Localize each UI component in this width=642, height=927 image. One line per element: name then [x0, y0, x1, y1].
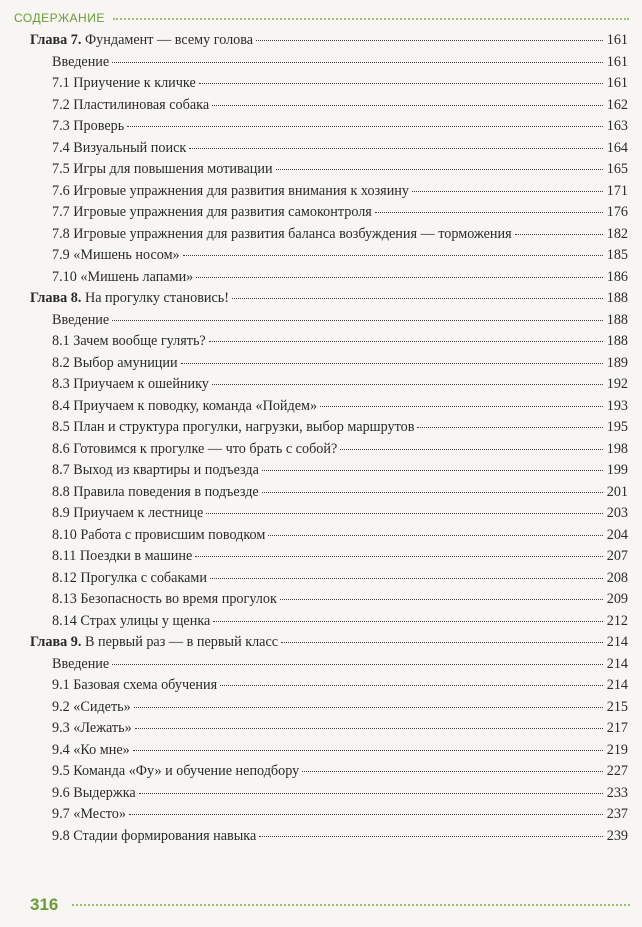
- chapter-title: [30, 632, 278, 654]
- dot-leader: [281, 642, 603, 643]
- page-ref: 219: [606, 741, 628, 758]
- toc-section-entry: [30, 568, 628, 590]
- page-ref: 189: [606, 354, 628, 371]
- section-title: 7.5 Игры для повышения мотивации: [52, 161, 273, 177]
- page-ref: 161: [606, 53, 628, 70]
- dot-leader: [302, 771, 603, 772]
- page-footer: [30, 893, 630, 917]
- section-title: 7.4 Визуальный поиск: [52, 139, 187, 156]
- dot-leader: [220, 685, 603, 686]
- page-ref: 233: [606, 784, 628, 801]
- toc-section-entry: [30, 546, 628, 568]
- page-ref: 188: [606, 290, 628, 306]
- toc-chapter-entry: [30, 30, 628, 52]
- section-title: 9.1 Базовая схема обучения: [52, 677, 218, 693]
- page-ref: 195: [606, 419, 628, 435]
- page-ref: 237: [606, 806, 628, 822]
- dot-leader: [129, 814, 603, 815]
- page-ref: 214: [606, 655, 628, 672]
- dot-leader: [210, 578, 603, 579]
- section-title: 7.7 Игровые упражнения для развития самоконтроля: [52, 204, 372, 220]
- toc-section-entry: [30, 654, 628, 676]
- section-title: 8.4 Приучаем к поводку, команда «Пойдем»: [52, 397, 318, 414]
- section-title: 7.6 Игровые упражнения для развития внимания к хозяину: [52, 182, 409, 199]
- page-ref: 209: [606, 591, 628, 607]
- section-title: 9.2 «Сидеть»: [52, 698, 131, 715]
- section-title: 9.4 «Ко мне»: [52, 741, 130, 758]
- toc-section-entry: [30, 718, 628, 740]
- dot-leader: [515, 234, 603, 235]
- section-title: 8.13 Безопасность во время прогулок: [52, 591, 277, 607]
- page-ref: 188: [606, 311, 628, 328]
- toc-section-entry: [30, 675, 628, 697]
- chapter-label: Глава 8.: [30, 290, 82, 306]
- toc-section-entry: [30, 353, 628, 375]
- page-ref: 163: [606, 118, 628, 134]
- page-ref: 171: [606, 182, 628, 199]
- section-title: 7.9 «Мишень носом»: [52, 247, 180, 263]
- page-ref: 212: [606, 612, 628, 629]
- dot-leader: [375, 212, 603, 213]
- section-title: 8.1 Зачем вообще гулять?: [52, 333, 206, 349]
- section-title: 8.10 Работа с провисшим поводком: [52, 526, 266, 543]
- page-ref: 214: [606, 677, 628, 693]
- section-title: 7.8 Игровые упражнения для развития баланса возбуждения — торможения: [52, 225, 512, 242]
- page-ref: 161: [606, 32, 628, 48]
- toc-section-entry: [30, 396, 628, 418]
- toc-section-entry: [30, 417, 628, 439]
- toc-section-entry: [30, 740, 628, 762]
- dot-leader: [112, 62, 603, 63]
- dot-leader: [209, 341, 603, 342]
- toc-section-entry: [30, 697, 628, 719]
- dot-leader: [195, 556, 603, 557]
- page-ref: 217: [606, 720, 628, 736]
- page-ref: 185: [606, 247, 628, 263]
- section-title: 7.3 Проверь: [52, 118, 125, 134]
- dot-leader: [320, 406, 603, 407]
- toc-section-entry: [30, 826, 628, 848]
- dot-leader: [256, 40, 603, 41]
- page-ref: 227: [606, 763, 628, 779]
- chapter-title: [30, 30, 253, 52]
- chapter-name: На прогулку становись!: [84, 290, 229, 306]
- dot-leader: [189, 148, 603, 149]
- toc-section-entry: [30, 310, 628, 332]
- section-title: 9.6 Выдержка: [52, 784, 136, 801]
- dot-leader: [280, 599, 603, 600]
- dot-leader: [199, 83, 603, 84]
- page-ref: 204: [606, 526, 628, 543]
- page-ref: 165: [606, 161, 628, 177]
- page-ref: 192: [606, 376, 628, 392]
- toc-section-entry: [30, 138, 628, 160]
- toc-section-entry: [30, 331, 628, 353]
- section-title: 7.10 «Мишень лапами»: [52, 268, 194, 285]
- chapter-label: Глава 7.: [30, 32, 82, 48]
- chapter-title: [30, 288, 229, 310]
- page-ref: 214: [606, 634, 628, 650]
- section-title: 8.6 Готовимся к прогулке — что брать с собой?: [52, 440, 338, 457]
- chapter-name: В первый раз — в первый класс: [84, 634, 279, 650]
- page-ref: 199: [606, 462, 628, 478]
- toc-section-entry: [30, 73, 628, 95]
- page-ref: 164: [606, 139, 628, 156]
- dot-leader: [417, 427, 603, 428]
- dot-leader: [183, 255, 603, 256]
- section-title: 7.2 Пластилиновая собака: [52, 96, 210, 113]
- dot-leader: [134, 707, 603, 708]
- page-ref: 188: [606, 333, 628, 349]
- section-title: 9.3 «Лежать»: [52, 720, 132, 736]
- page-ref: 193: [606, 397, 628, 414]
- toc-section-entry: [30, 503, 628, 525]
- section-title: 9.5 Команда «Фу» и обучение неподбору: [52, 763, 300, 779]
- chapter-name: Фундамент — всему голова: [84, 32, 254, 48]
- page-ref: 162: [606, 96, 628, 113]
- dot-leader: [181, 363, 603, 364]
- section-title: Введение: [52, 311, 110, 328]
- dot-leader: [196, 277, 603, 278]
- section-title: 8.3 Приучаем к ошейнику: [52, 376, 209, 392]
- section-title: 8.14 Страх улицы у щенка: [52, 612, 211, 629]
- section-title: 8.5 План и структура прогулки, нагрузки, выбор маршрутов: [52, 419, 415, 435]
- dot-leader: [133, 750, 603, 751]
- dot-leader: [212, 105, 603, 106]
- toc-chapter-entry: [30, 632, 628, 654]
- header-dotted-rule: [113, 18, 629, 20]
- section-title: 7.1 Приучение к кличке: [52, 75, 196, 91]
- section-title: 8.12 Прогулка с собаками: [52, 569, 207, 586]
- page-ref: 208: [606, 569, 628, 586]
- chapter-label: Глава 9.: [30, 634, 82, 650]
- dot-leader: [135, 728, 603, 729]
- page-ref: 203: [606, 505, 628, 521]
- dot-leader: [412, 191, 603, 192]
- toc-section-entry: [30, 525, 628, 547]
- dot-leader: [213, 621, 603, 622]
- section-title: 8.8 Правила поведения в подъезде: [52, 483, 259, 500]
- page-ref: 182: [606, 225, 628, 242]
- page-ref: 215: [606, 698, 628, 715]
- table-of-contents: [30, 30, 628, 847]
- section-title: 9.7 «Место»: [52, 806, 126, 822]
- section-title: 8.11 Поездки в машине: [52, 548, 193, 564]
- dot-leader: [139, 793, 603, 794]
- dot-leader: [259, 836, 603, 837]
- page-ref: 239: [606, 827, 628, 844]
- toc-section-entry: [30, 245, 628, 267]
- toc-section-entry: [30, 224, 628, 246]
- section-title: 8.7 Выход из квартиры и подъезда: [52, 462, 259, 478]
- dot-leader: [212, 384, 603, 385]
- dot-leader: [112, 320, 603, 321]
- dot-leader: [262, 470, 603, 471]
- page-ref: 201: [606, 483, 628, 500]
- section-title: 9.8 Стадии формирования навыка: [52, 827, 257, 844]
- toc-section-entry: [30, 267, 628, 289]
- toc-section-entry: [30, 611, 628, 633]
- toc-section-entry: [30, 95, 628, 117]
- running-header: [14, 8, 629, 28]
- toc-section-entry: [30, 482, 628, 504]
- toc-section-entry: [30, 52, 628, 74]
- toc-section-entry: [30, 202, 628, 224]
- dot-leader: [127, 126, 603, 127]
- page-ref: 207: [606, 548, 628, 564]
- toc-section-entry: [30, 460, 628, 482]
- dot-leader: [262, 492, 603, 493]
- toc-section-entry: [30, 181, 628, 203]
- toc-section-entry: [30, 783, 628, 805]
- toc-section-entry: [30, 116, 628, 138]
- toc-section-entry: [30, 159, 628, 181]
- toc-section-entry: [30, 374, 628, 396]
- dot-leader: [206, 513, 603, 514]
- toc-section-entry: [30, 804, 628, 826]
- section-title: СОДЕРЖАНИЕ: [14, 11, 105, 25]
- page-ref: 198: [606, 440, 628, 457]
- section-title: 8.2 Выбор амуниции: [52, 354, 178, 371]
- toc-section-entry: [30, 761, 628, 783]
- toc-section-entry: [30, 439, 628, 461]
- dot-leader: [232, 298, 603, 299]
- page-ref: 161: [606, 75, 628, 91]
- toc-chapter-entry: [30, 288, 628, 310]
- page-ref: 176: [606, 204, 628, 220]
- section-title: Введение: [52, 53, 110, 70]
- section-title: 8.9 Приучаем к лестнице: [52, 505, 204, 521]
- section-title: Введение: [52, 655, 110, 672]
- toc-section-entry: [30, 589, 628, 611]
- page-number: 316: [30, 895, 59, 914]
- dot-leader: [340, 449, 603, 450]
- dot-leader: [112, 664, 603, 665]
- dot-leader: [268, 535, 603, 536]
- dot-leader: [276, 169, 603, 170]
- page-ref: 186: [606, 268, 628, 285]
- footer-dotted-rule: [72, 904, 630, 906]
